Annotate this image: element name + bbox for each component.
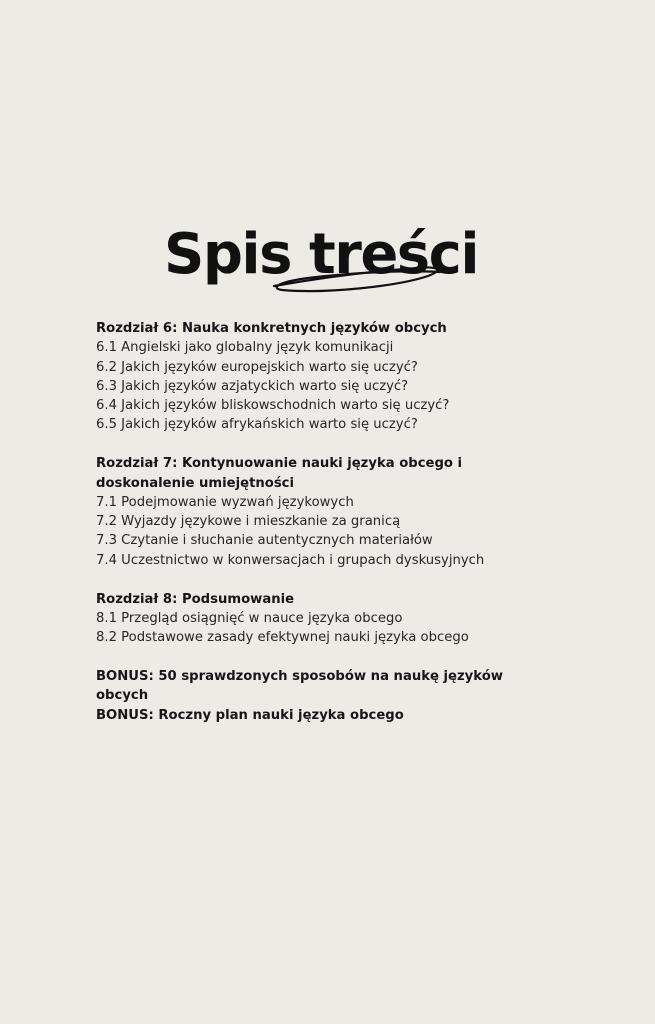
bonus-entry-continued: obcych [96,688,149,704]
toc-entry: 7.1 Podejmowanie wyzwań językowych [96,494,354,510]
chapter-7 [96,454,616,570]
chapter-heading: Rozdział 8: Podsumowanie [96,591,295,607]
toc-entry: 8.1 Przegląd osiągnięć w nauce języka obcego [96,610,403,626]
bonus-entry: BONUS: 50 sprawdzonych sposobów na naukę języków [96,668,503,684]
toc-entry: 7.2 Wyjazdy językowe i mieszkanie za granicą [96,514,401,530]
table-of-contents [96,319,616,744]
title-block [0,220,655,300]
bonus-section [96,667,616,725]
chapter-heading: Rozdział 7: Kontynuowanie nauki języka obcego i [96,456,463,472]
page-title: Spis treści [164,222,479,287]
toc-entry: 6.2 Jakich języków europejskich warto się uczyć? [96,359,418,375]
toc-entry: 6.4 Jakich języków bliskowschodnich warto się uczyć? [96,398,450,414]
chapter-8 [96,590,616,648]
chapter-6 [96,319,616,435]
toc-entry: 6.3 Jakich języków azjatyckich warto się uczyć? [96,378,409,394]
chapter-heading-continued: doskonalenie umiejętności [96,475,295,491]
chapter-heading: Rozdział 6: Nauka konkretnych języków obcych [96,321,447,336]
toc-entry: 6.5 Jakich języków afrykańskich warto się uczyć? [96,417,418,433]
toc-entry: 8.2 Podstawowe zasady efektywnej nauki języka obcego [96,630,469,646]
toc-entry: 7.4 Uczestnictwo w konwersacjach i grupach dyskusyjnych [96,552,485,568]
toc-entry: 6.1 Angielski jako globalny język komunikacji [96,340,394,356]
bonus-entry: BONUS: Roczny plan nauki języka obcego [96,707,404,723]
toc-entry: 7.3 Czytanie i słuchanie autentycznych materiałów [96,533,433,549]
